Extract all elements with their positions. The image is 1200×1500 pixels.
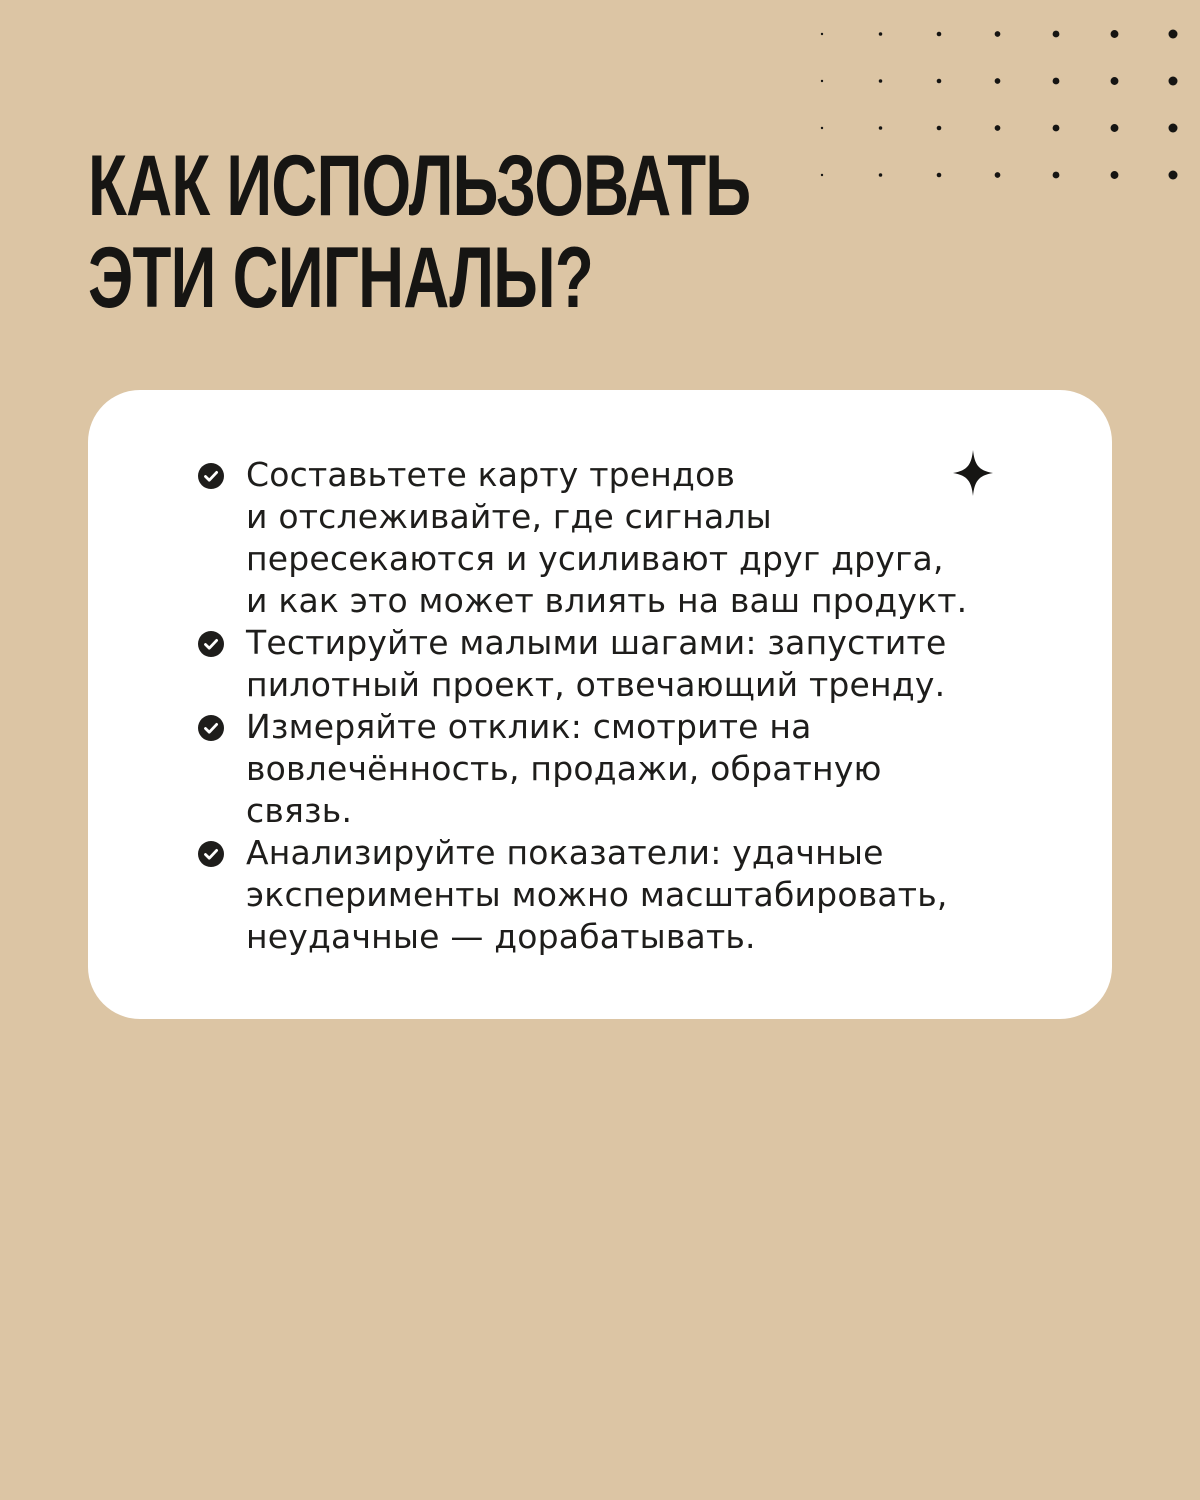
page-title <box>88 140 983 324</box>
decorative-dot <box>995 31 1001 37</box>
decorative-dot <box>995 172 1001 178</box>
decorative-dot <box>1169 77 1178 86</box>
decorative-dot <box>821 127 823 129</box>
list-item <box>198 832 1028 958</box>
decorative-dot <box>879 126 883 130</box>
list-item-text: Анализируйте показатели: удачные эксперименты можно масштабировать, неудачные — дорабатывать. <box>246 833 948 956</box>
list-item <box>198 622 1028 706</box>
decorative-dot <box>937 79 942 84</box>
decorative-dot <box>1111 171 1119 179</box>
check-circle-icon <box>198 841 224 867</box>
decorative-dot <box>1169 124 1178 133</box>
content-card <box>88 390 1112 1019</box>
decorative-dot <box>1053 31 1060 38</box>
decorative-dot <box>1053 172 1060 179</box>
tips-list <box>198 454 1028 958</box>
check-circle-icon <box>198 715 224 741</box>
list-item-text: Тестируйте малыми шагами: запустите пилотный проект, отвечающий тренду. <box>246 623 947 704</box>
list-item <box>198 706 1028 832</box>
decorative-dot <box>1111 30 1119 38</box>
decorative-dot <box>995 125 1001 131</box>
decorative-dot <box>1111 124 1119 132</box>
decorative-dot <box>995 78 1001 84</box>
decorative-dot <box>1111 77 1119 85</box>
decorative-dot <box>937 126 942 131</box>
decorative-dot <box>1053 78 1060 85</box>
check-circle-icon <box>198 463 224 489</box>
decorative-dot <box>1169 171 1178 180</box>
title-line-1: КАК ИСПОЛЬЗОВАТЬ <box>88 138 751 234</box>
decorative-dot <box>1169 30 1178 39</box>
decorative-dot <box>937 32 942 37</box>
decorative-dot <box>1053 125 1060 132</box>
list-item <box>198 454 1028 622</box>
list-item-text: Измеряйте отклик: смотрите на вовлечённость, продажи, обратную связь. <box>246 707 882 830</box>
decorative-dot <box>821 33 823 35</box>
list-item-text: Составьтете карту трендов и отслеживайте, где сигналы пересекаются и усиливают друг друга, и как это может влиять на ваш продукт. <box>246 455 968 620</box>
decorative-dot <box>821 80 823 82</box>
decorative-dot <box>879 79 883 83</box>
title-line-2: ЭТИ СИГНАЛЫ? <box>88 230 594 326</box>
decorative-dot <box>879 32 883 36</box>
check-circle-icon <box>198 631 224 657</box>
